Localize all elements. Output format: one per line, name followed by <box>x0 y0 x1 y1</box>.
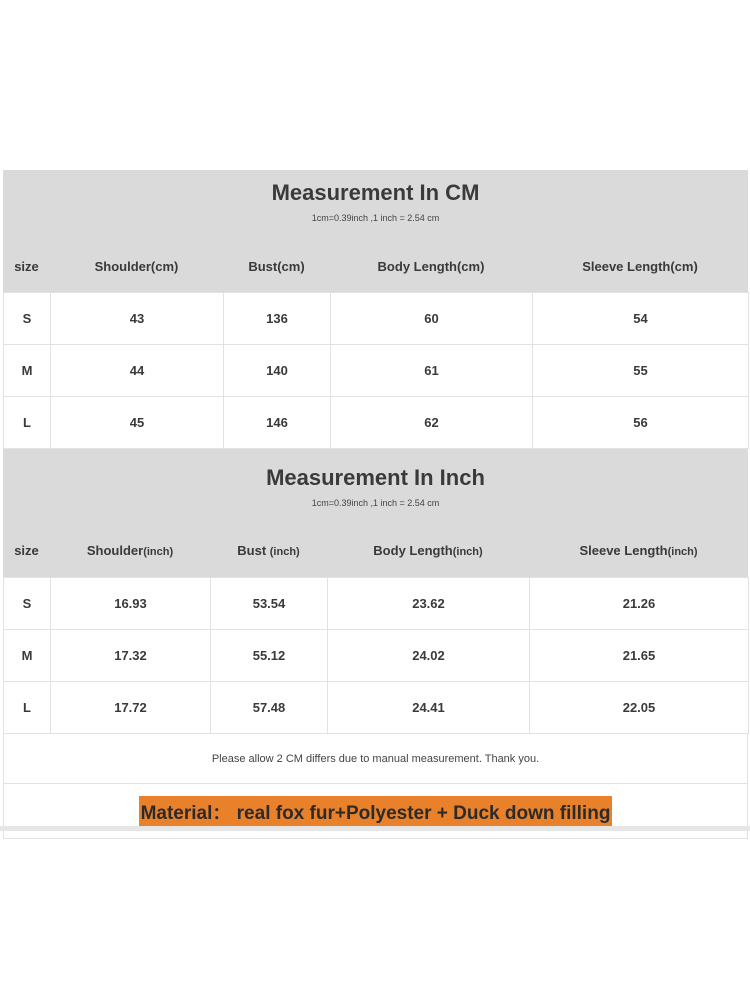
inch-shoulder-cell: 16.93 <box>51 578 211 630</box>
cm-sleeve-length-cell: 54 <box>533 293 749 345</box>
cm-size-cell: M <box>4 345 51 397</box>
inch-sleeve-length-cell: 21.65 <box>530 630 749 682</box>
cm-bust-cell: 136 <box>224 293 331 345</box>
material-highlight: Material： real fox fur+Polyester + Duck down filling <box>139 796 613 827</box>
inch-body-length-cell: 24.02 <box>328 630 530 682</box>
inch-section-header <box>3 449 748 524</box>
cm-body-length-cell: 60 <box>331 293 533 345</box>
cm-shoulder-cell: 44 <box>51 345 224 397</box>
cm-header-bust: Bust(cm) <box>248 258 305 274</box>
cm-table <box>3 292 749 449</box>
cm-header-row <box>3 240 748 292</box>
inch-shoulder-cell: 17.72 <box>51 682 211 734</box>
inch-table <box>3 577 749 734</box>
cm-sleeve-length-cell: 55 <box>533 345 749 397</box>
table-row <box>4 345 749 397</box>
cm-shoulder-cell: 45 <box>51 397 224 449</box>
inch-header-row <box>3 524 748 577</box>
inch-body-length-cell: 24.41 <box>328 682 530 734</box>
cm-body-length-cell: 61 <box>331 345 533 397</box>
inch-bust-cell: 55.12 <box>211 630 328 682</box>
inch-sleeve-length-cell: 21.26 <box>530 578 749 630</box>
inch-header-sleeve-length: Sleeve Length(inch) <box>579 543 698 558</box>
cm-title: Measurement In CM <box>271 180 480 205</box>
inch-size-cell: S <box>4 578 51 630</box>
table-row <box>4 682 749 734</box>
size-chart <box>3 170 748 839</box>
inch-conversion-note: 1cm=0.39inch ,1 inch = 2.54 cm <box>311 498 440 508</box>
cm-header-sleeve-length: Sleeve Length(cm) <box>582 258 698 274</box>
cm-header-body-length: Body Length(cm) <box>377 258 485 274</box>
inch-size-cell: M <box>4 630 51 682</box>
measurement-note: Please allow 2 CM differs due to manual measurement. Thank you. <box>3 734 748 784</box>
inch-size-cell: L <box>4 682 51 734</box>
table-row <box>4 630 749 682</box>
inch-body-length-cell: 23.62 <box>328 578 530 630</box>
table-row <box>4 578 749 630</box>
cm-bust-cell: 140 <box>224 345 331 397</box>
table-row <box>4 293 749 345</box>
table-row <box>4 397 749 449</box>
cm-bust-cell: 146 <box>224 397 331 449</box>
inch-sleeve-length-cell: 22.05 <box>530 682 749 734</box>
inch-header-bust: Bust (inch) <box>237 543 300 558</box>
bottom-divider <box>0 826 750 831</box>
inch-title: Measurement In Inch <box>266 465 485 490</box>
cm-header-size: size <box>14 258 39 274</box>
cm-conversion-note: 1cm=0.39inch ,1 inch = 2.54 cm <box>311 213 440 223</box>
cm-section-header <box>3 170 748 240</box>
cm-shoulder-cell: 43 <box>51 293 224 345</box>
cm-size-cell: S <box>4 293 51 345</box>
cm-size-cell: L <box>4 397 51 449</box>
inch-header-body-length: Body Length(inch) <box>373 543 483 558</box>
inch-bust-cell: 53.54 <box>211 578 328 630</box>
inch-bust-cell: 57.48 <box>211 682 328 734</box>
cm-header-shoulder: Shoulder(cm) <box>94 258 179 274</box>
inch-header-shoulder: Shoulder(inch) <box>86 543 174 558</box>
cm-body-length-cell: 62 <box>331 397 533 449</box>
cm-sleeve-length-cell: 56 <box>533 397 749 449</box>
inch-header-size: size <box>14 543 39 558</box>
inch-shoulder-cell: 17.32 <box>51 630 211 682</box>
